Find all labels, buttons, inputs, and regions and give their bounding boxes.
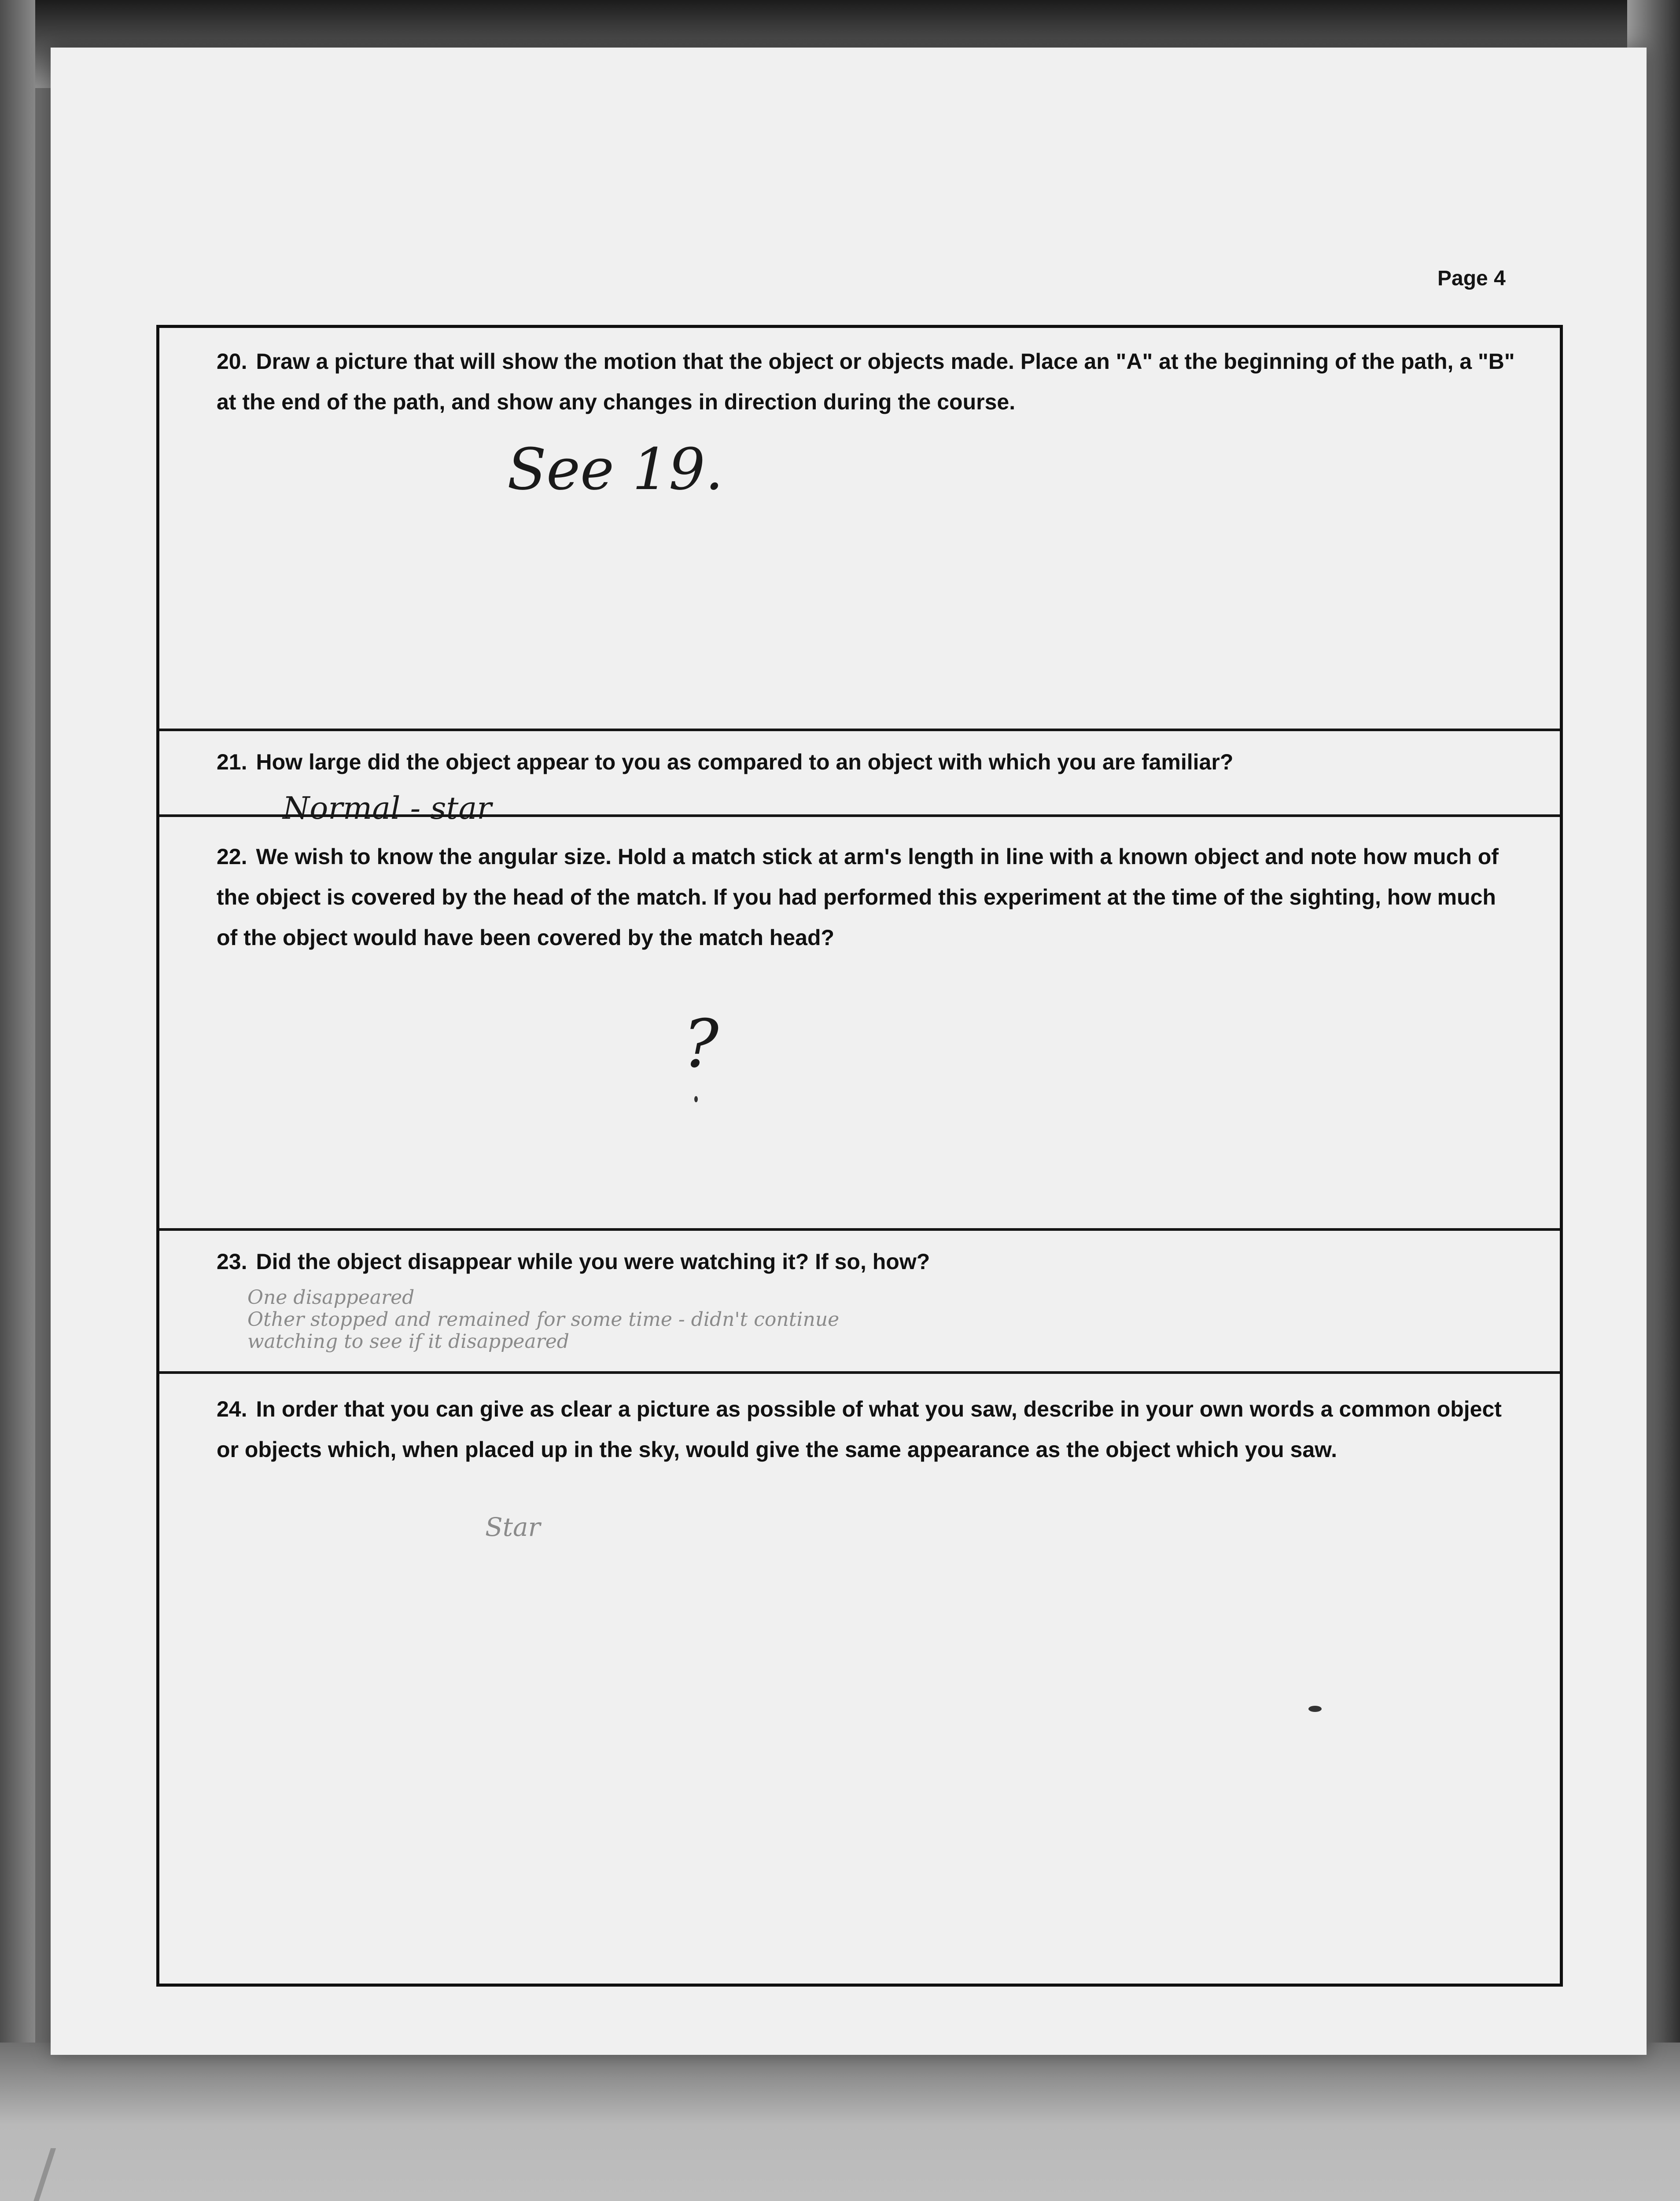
question-24 [217, 1389, 1515, 1470]
question-text: Did the object disappear while you were watching it? If so, how? [256, 1249, 930, 1274]
ink-speck [694, 1096, 698, 1102]
document-page [51, 48, 1647, 2055]
question-number: 20. [217, 349, 247, 374]
questionnaire-form [156, 325, 1563, 1987]
ink-speck [1308, 1706, 1322, 1712]
scan-border-bottom [0, 2043, 1680, 2201]
page-number: Page 4 [1437, 267, 1506, 290]
answer-23-line-1: One disappeared [247, 1286, 415, 1309]
answer-23-line-2: Other stopped and remained for some time - didn't continue [247, 1308, 840, 1331]
answer-23-line-3: watching to see if it disappeared [247, 1330, 569, 1353]
divider-23-24 [159, 1371, 1560, 1374]
divider-21-22 [159, 814, 1560, 817]
question-20 [217, 341, 1515, 422]
question-21 [217, 742, 1515, 782]
answer-22-handwriting: ? [683, 1006, 719, 1082]
question-number: 22. [217, 844, 247, 869]
answer-24-handwriting: Star [485, 1512, 541, 1542]
question-text: In order that you can give as clear a picture as possible of what you saw, describe in your own words a common object or objects which, when placed up in the sky, would give the same appearance as the object which you saw. [217, 1397, 1502, 1462]
question-text: How large did the object appear to you as compared to an object with which you are familiar? [256, 750, 1234, 774]
question-text: Draw a picture that will show the motion that the object or objects made. Place an "A" at the beginning of the path, a "B" at the end of the path, and show any changes in direction during the course. [217, 349, 1515, 414]
question-23 [217, 1241, 1515, 1282]
answer-20-handwriting: See 19. [507, 436, 723, 503]
question-text: We wish to know the angular size. Hold a match stick at arm's length in line with a known object and note how much of the object is covered by the head of the match. If you had performed this experiment at the time of the sighting, how much of the object would have been covered by the match head? [217, 844, 1499, 950]
divider-22-23 [159, 1228, 1560, 1231]
answer-21-handwriting: Normal - star [283, 790, 492, 826]
question-22 [217, 836, 1515, 958]
divider-20-21 [159, 729, 1560, 731]
question-number: 21. [217, 750, 247, 774]
scan-border-left [0, 0, 35, 2201]
question-number: 24. [217, 1397, 247, 1421]
question-number: 23. [217, 1249, 247, 1274]
